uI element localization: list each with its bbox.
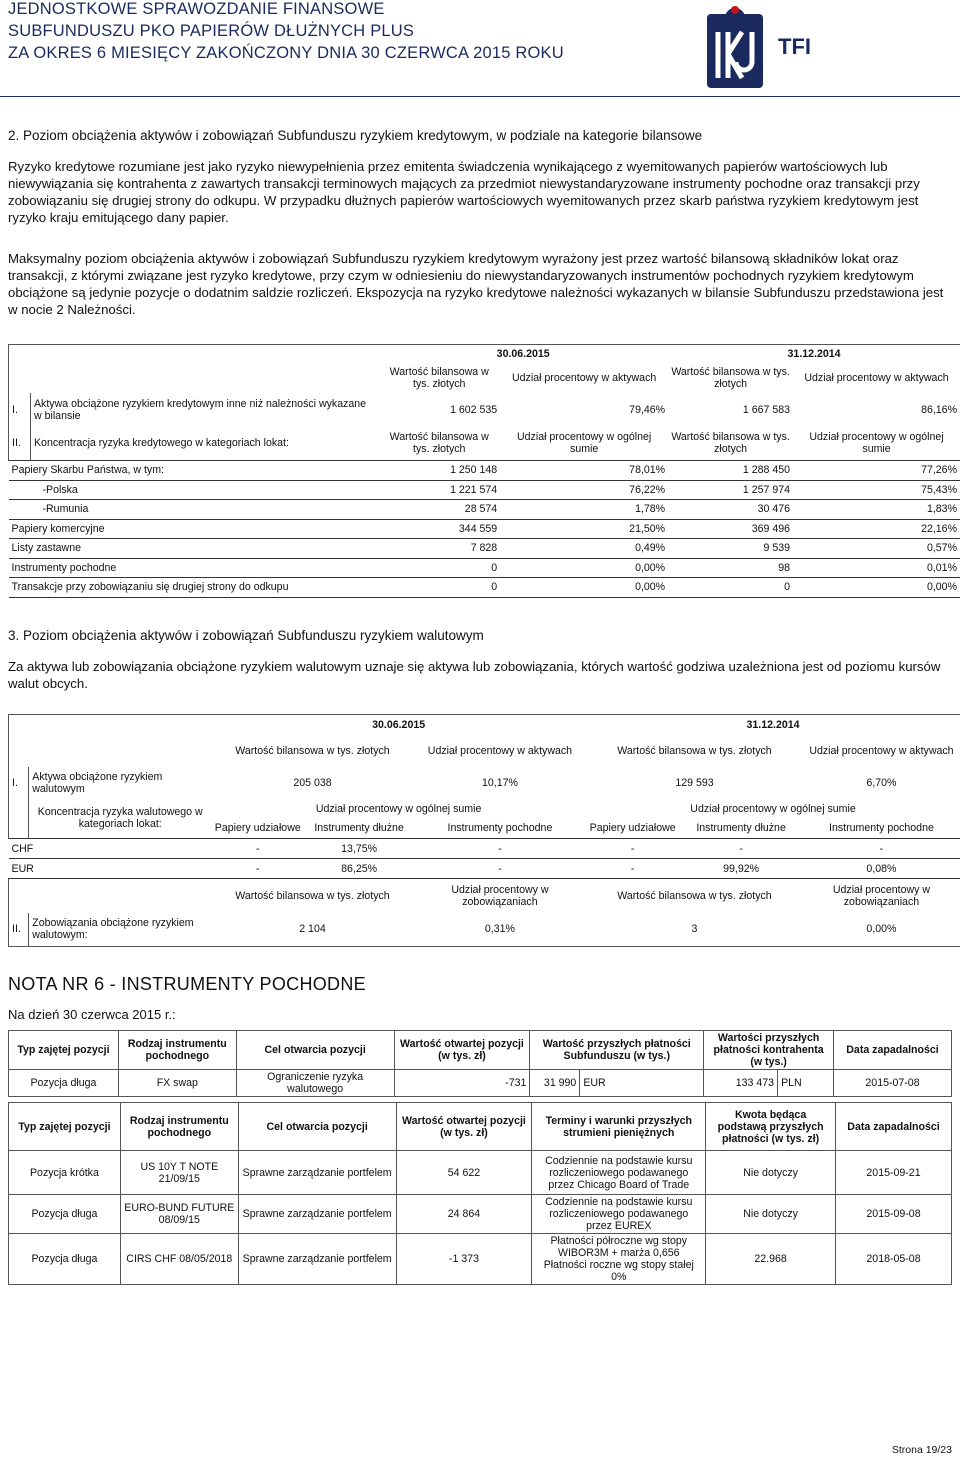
column-header: Wartość bilansowa w tys. złotych [389,365,489,390]
cell-value: Pozycja długa [9,1070,119,1097]
column-header: Wartość bilansowa w tys. złotych [671,431,790,456]
cell-value: 1,78% [500,500,668,520]
row-label: -Polska [9,480,379,500]
column-header: Udział procentowy w aktywach [512,371,657,384]
row-label: Koncentracja ryzyka kredytowego w kategoriach lokat: [30,427,378,461]
column-header: Wartość bilansowa w tys. złotych [617,744,772,757]
column-header: Data zapadalności [836,1103,952,1151]
row-number: I. [9,767,29,799]
cell-value: - [679,839,803,859]
column-header: Udział procentowy w ogólnej sumie [690,802,856,815]
cell-value: FX swap [118,1070,236,1097]
row-number: I. [9,393,31,427]
pko-logo-icon [700,2,770,92]
column-header: Wartość otwartej pozycji (w tys. zł) [396,1103,532,1151]
column-header: Rodzaj instrumentu pochodnego [120,1103,238,1151]
cell-value: Codziennie na podstawie kursu rozliczeniowego podawanego przez EUREX [532,1195,706,1234]
report-title-line-3: ZA OKRES 6 MIESIĘCY ZAKOŃCZONY DNIA 30 CZERWCA 2015 ROKU [8,44,564,62]
cell-value: EUR [580,1070,704,1097]
column-header: Wartość bilansowa w tys. złotych [211,879,414,913]
table-row [9,480,960,500]
column-header: Terminy i warunki przyszłych strumieni pieniężnych [532,1103,706,1151]
date-column-header: 31.12.2014 [668,345,960,363]
cell-value: 1 257 974 [668,480,793,500]
cell-value: 2 104 [299,923,326,936]
cell-value: 0 [668,578,793,598]
cell-value: 30 476 [668,500,793,520]
row-label: Aktywa obciążone ryzykiem walutowym [29,767,211,799]
cell-value: 28 574 [378,500,500,520]
fx-derivatives-table [8,1030,952,1097]
note-date: Na dzień 30 czerwca 2015 r.: [8,1007,176,1022]
date-column-header: 30.06.2015 [211,715,586,735]
column-header: Wartość bilansowa w tys. złotych [586,879,803,913]
row-label: Transakcje przy zobowiązaniu się drugiej strony do odkupu [9,578,379,598]
table-row [9,859,960,879]
cell-value: 2015-09-08 [836,1195,952,1234]
cell-value: 21,50% [500,519,668,539]
table-row [9,345,960,363]
cell-value: 76,22% [500,480,668,500]
cell-value: 1 288 450 [668,461,793,481]
cell-value: CIRS CHF 08/05/2018 [120,1234,238,1285]
column-header: Papiery udziałowe [589,822,676,835]
table-row [9,578,960,598]
cell-value: -731 [394,1070,530,1097]
table-row [9,735,960,767]
column-header: Wartość przyszłych płatności Subfunduszu (w tys.) [530,1031,704,1070]
cell-value: Pozycja długa [9,1195,121,1234]
column-header: Udział procentowy w aktywach [804,371,949,384]
cell-value: 22.968 [706,1234,836,1285]
cell-value: 10,17% [481,776,518,789]
row-number: II. [9,427,31,461]
note-title: NOTA NR 6 - INSTRUMENTY POCHODNE [8,974,366,994]
column-header: Cel otwarcia pozycji [238,1103,396,1151]
cell-value: Codziennie na podstawie kursu rozliczeniowego podawanego przez Chicago Board of Trade [532,1151,706,1195]
column-header: Wartość bilansowa w tys. złotych [389,431,489,456]
cell-value: 0,00% [866,923,897,936]
section-2-paragraph-1: Ryzyko kredytowe rozumiane jest jako ryzyko niewypełnienia przez emitenta świadczenia wynikającego z wyemitowanych papierów wartościowych lub niewywiązania się kontrahenta z zawartych transakcji terminowych mających za przedmiot niewystandaryzowane instrumenty pochodne oraz transakcji przy zobowiązaniu się drugiej strony do odkupu. W przypadku dłużnych papierów wartościowych wyemitowanych przez skarb państwa ryzykiem kredytowym jest ryzyko kraju emitującego dany papier. [8,159,920,225]
date-column-header: 31.12.2014 [586,715,960,735]
cell-value: 13,75% [304,839,413,859]
cell-value: Ograniczenie ryzyka walutowego [236,1070,394,1097]
column-header: Udział procentowy w ogólnej sumie [315,802,482,815]
cell-value: 99,92% [679,859,803,879]
cell-value: Sprawne zarządzanie portfelem [238,1234,396,1285]
table-row [9,767,960,799]
section-2-title: 2. Poziom obciążenia aktywów i zobowiązań Subfunduszu ryzykiem kredytowym, w podziale na kategorie bilansowe [8,128,703,143]
section-3-title: 3. Poziom obciążenia aktywów i zobowiązań Subfunduszu ryzykiem walutowym [8,628,484,643]
futures-derivatives-table [8,1102,952,1285]
row-label: Instrumenty pochodne [9,558,379,578]
cell-value: 86,16% [921,403,957,416]
cell-value: 3 [691,923,698,936]
table-row [9,519,960,539]
cell-value: Płatności półroczne wg stopy WIBOR3M + marża 0,656 Płatności roczne wg stopy stałej 0% [532,1234,706,1285]
column-header: Instrumenty dłużne [314,822,404,835]
cell-value: - [586,859,679,879]
cell-value: Sprawne zarządzanie portfelem [238,1195,396,1234]
cell-value: 22,16% [793,519,960,539]
cell-value: 1,83% [793,500,960,520]
row-label: Papiery Skarbu Państwa, w tym: [9,461,379,481]
column-header: Udział procentowy w ogólnej sumie [809,431,944,456]
cell-value: 0,00% [500,558,668,578]
row-label: CHF [9,839,212,859]
credit-risk-table [8,344,960,598]
section-2-paragraph-2: Maksymalny poziom obciążenia aktywów i zobowiązań Subfunduszu ryzykiem kredytowym wyrażony jest przez wartość bilansową składników lokat oraz transakcji, z którymi związane jest ryzyko kredytowe, przy czym w odniesieniu do niewystandaryzowanych instrumentów pochodnych ryzykiem kredytowym obciążone są jedynie pozycje o dodatnim saldzie rozliczeń. Ekspozycja na ryzyko kredytowe należności wykazanych w bilansie Subfunduszu przedstawiona jest w nocie 2 Należności. [8,251,944,317]
table-row [9,1031,952,1070]
table-row [9,839,960,859]
cell-value: 31 990 [530,1070,580,1097]
table-row [9,500,960,520]
table-row [9,1070,952,1097]
cell-value: 75,43% [793,480,960,500]
column-header: Wartość bilansowa w tys. złotych [235,744,390,757]
cell-value: 344 559 [378,519,500,539]
column-header: Udział procentowy w zobowiązaniach [803,879,960,913]
currency-risk-table [8,714,960,947]
column-header: Udział procentowy w aktywach [809,744,954,757]
report-title [8,0,564,64]
page-number: Strona 19/23 [891,1444,952,1456]
column-header: Wartości przyszłych płatności kontrahenta (w tys.) [704,1031,834,1070]
cell-value: 369 496 [668,519,793,539]
table-row [9,427,960,461]
cell-value: Nie dotyczy [706,1151,836,1195]
table-row [9,558,960,578]
cell-value: 9 539 [668,539,793,559]
row-label: Zobowiązania obciążone ryzykiem walutowym: [29,913,211,947]
report-title-line-2: SUBFUNDUSZU PKO PAPIERÓW DŁUŻNYCH PLUS [8,22,415,40]
row-label: Listy zastawne [9,539,379,559]
table-row [9,1103,952,1151]
column-header: Typ zajętej pozycji [9,1031,119,1070]
cell-value: 6,70% [866,776,897,789]
cell-value: 24 864 [396,1195,532,1234]
column-header: Wartość bilansowa w tys. złotych [671,365,790,390]
cell-value: - [211,859,304,879]
column-header: Instrumenty dłużne [696,822,786,835]
cell-value: US 10Y T NOTE 21/09/15 [120,1151,238,1195]
table-row [9,393,960,427]
column-header: Data zapadalności [834,1031,952,1070]
cell-value: - [414,859,586,879]
column-header: Instrumenty pochodne [829,822,934,835]
table-row [9,1234,952,1285]
table-row [9,799,960,819]
row-label: Aktywa obciążone ryzykiem kredytowym inne niż należności wykazane w bilansie [30,393,378,427]
cell-value: 0,01% [793,558,960,578]
cell-value: 2018-05-08 [836,1234,952,1285]
column-header: Kwota będąca podstawą przyszłych płatności (w tys. zł) [706,1103,836,1151]
cell-value: 133 473 [704,1070,778,1097]
column-header: Udział procentowy w aktywach [427,744,573,757]
cell-value: 98 [668,558,793,578]
cell-value: 2015-09-21 [836,1151,952,1195]
table-row [9,461,960,481]
cell-value: -1 373 [396,1234,532,1285]
column-header: Udział procentowy w zobowiązaniach [414,879,586,913]
cell-value: - [803,839,960,859]
cell-value: 77,26% [793,461,960,481]
column-header: Typ zajętej pozycji [9,1103,121,1151]
cell-value: - [211,839,304,859]
table-row [9,1151,952,1195]
cell-value: 78,01% [500,461,668,481]
cell-value: 0,00% [793,578,960,598]
cell-value: Nie dotyczy [706,1195,836,1234]
column-header: Instrumenty pochodne [447,822,553,835]
cell-value: PLN [778,1070,834,1097]
cell-value: 0,00% [500,578,668,598]
cell-value: 7 828 [378,539,500,559]
row-number: II. [9,913,29,947]
brand-tfi: TFI [778,34,811,59]
cell-value: Sprawne zarządzanie portfelem [238,1151,396,1195]
cell-value: 79,46% [629,403,666,416]
page-header [0,0,960,97]
table-row [9,913,960,947]
row-label: Koncentracja ryzyka walutowego w kategoriach lokat: [29,799,211,839]
cell-value: 0,08% [803,859,960,879]
table-row [9,715,960,735]
credit-risk-rows [9,461,960,599]
row-label: -Rumunia [9,500,379,520]
cell-value: Pozycja długa [9,1234,121,1285]
cell-value: 54 622 [396,1151,532,1195]
column-header: Cel otwarcia pozycji [236,1031,394,1070]
cell-value: 1 667 583 [742,403,791,416]
column-header: Wartość otwartej pozycji (w tys. zł) [394,1031,530,1070]
cell-value: 0,49% [500,539,668,559]
column-header: Papiery udziałowe [214,822,301,835]
cell-value: - [586,839,679,859]
row-label: EUR [9,859,212,879]
column-header: Rodzaj instrumentu pochodnego [118,1031,236,1070]
cell-value: 0 [378,558,500,578]
cell-value: 1 221 574 [378,480,500,500]
report-title-line-1: JEDNOSTKOWE SPRAWOZDANIE FINANSOWE [8,0,385,18]
cell-value: Pozycja krótka [9,1151,121,1195]
section-3-paragraph-1: Za aktywa lub zobowiązania obciążone ryzykiem walutowym uznaje się aktywa lub zobowiązania, których wartość godziwa uzależniona jest od poziomu kursów walut obcych. [8,659,941,691]
cell-value: 0,57% [793,539,960,559]
cell-value: 86,25% [304,859,413,879]
cell-value: 1 602 535 [450,403,498,416]
cell-value: EURO-BUND FUTURE 08/09/15 [120,1195,238,1234]
row-label: Papiery komercyjne [9,519,379,539]
date-column-header: 30.06.2015 [378,345,668,363]
cell-value: 0,31% [484,923,515,936]
table-row [9,879,960,913]
cell-value: 0 [378,578,500,598]
cell-value: 205 038 [293,776,332,789]
table-row [9,539,960,559]
table-row [9,363,960,393]
cell-value: 129 593 [675,776,714,789]
table-row [9,1195,952,1234]
cell-value: 1 250 148 [378,461,500,481]
column-header: Udział procentowy w ogólnej sumie [517,431,652,456]
cell-value: - [414,839,586,859]
cell-value: 2015-07-08 [834,1070,952,1097]
